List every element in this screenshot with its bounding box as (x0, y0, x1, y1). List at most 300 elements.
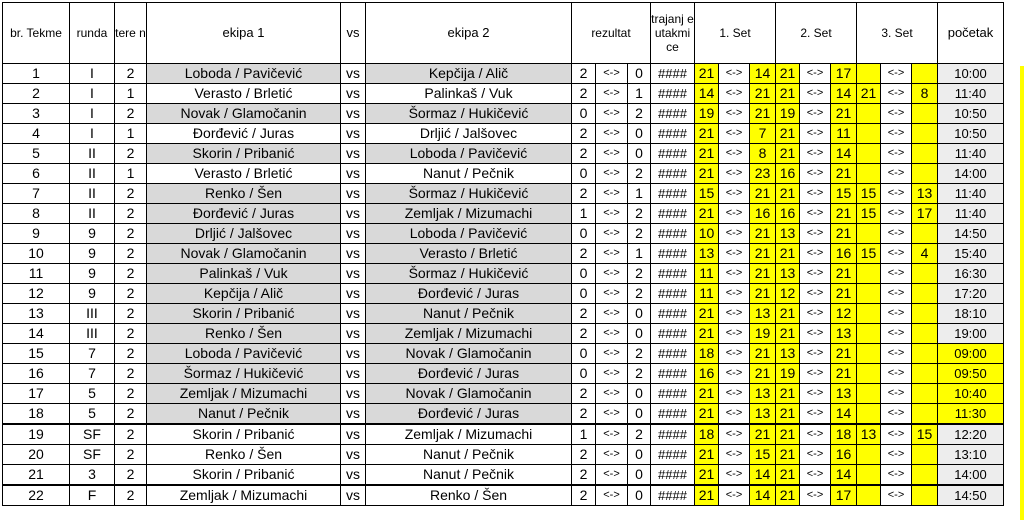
cell-set2-home[interactable]: 21 (776, 445, 800, 465)
cell-ekipa-1[interactable]: Novak / Glamočanin (147, 104, 341, 124)
cell-result-arrow[interactable]: <-> (596, 144, 628, 164)
cell-set2-arrow[interactable]: <-> (800, 164, 831, 184)
cell-result-away[interactable]: 1 (628, 244, 651, 264)
cell-set1-arrow[interactable]: <-> (719, 384, 750, 404)
cell-set1-away[interactable]: 23 (750, 164, 776, 184)
cell-set2-away[interactable]: 21 (831, 204, 857, 224)
cell-result-home[interactable]: 2 (572, 184, 596, 204)
cell-set2-home[interactable]: 13 (776, 264, 800, 284)
cell-set2-home[interactable]: 12 (776, 284, 800, 304)
cell-result-arrow[interactable]: <-> (596, 184, 628, 204)
header-trajanje[interactable]: trajanj e utakmi ce (651, 3, 695, 64)
cell-ekipa-2[interactable]: Zemljak / Mizumachi (366, 424, 572, 445)
cell-runda[interactable]: II (70, 204, 115, 224)
cell-result-arrow[interactable]: <-> (596, 485, 628, 506)
cell-set1-away[interactable]: 19 (750, 324, 776, 344)
cell-set2-home[interactable]: 16 (776, 204, 800, 224)
cell-set3-home[interactable] (857, 404, 881, 425)
cell-duration[interactable]: #### (651, 404, 695, 425)
cell-result-away[interactable]: 1 (628, 184, 651, 204)
cell-vs[interactable]: vs (341, 64, 366, 84)
cell-set3-away[interactable] (912, 485, 938, 506)
cell-set2-home[interactable]: 21 (776, 84, 800, 104)
cell-teren[interactable]: 2 (115, 184, 147, 204)
cell-teren[interactable]: 1 (115, 124, 147, 144)
cell-set2-arrow[interactable]: <-> (800, 64, 831, 84)
cell-br[interactable]: 16 (3, 364, 70, 384)
cell-set2-arrow[interactable]: <-> (800, 324, 831, 344)
cell-set2-away[interactable]: 21 (831, 264, 857, 284)
cell-runda[interactable]: I (70, 104, 115, 124)
cell-result-arrow[interactable]: <-> (596, 344, 628, 364)
header-runda[interactable]: runda (70, 3, 115, 64)
cell-br[interactable]: 5 (3, 144, 70, 164)
cell-set3-away[interactable] (912, 304, 938, 324)
cell-result-home[interactable]: 0 (572, 284, 596, 304)
cell-result-away[interactable]: 2 (628, 364, 651, 384)
cell-set1-arrow[interactable]: <-> (719, 144, 750, 164)
cell-set1-home[interactable]: 21 (695, 324, 719, 344)
cell-br[interactable]: 10 (3, 244, 70, 264)
cell-result-away[interactable]: 2 (628, 164, 651, 184)
cell-set2-arrow[interactable]: <-> (800, 284, 831, 304)
cell-runda[interactable]: SF (70, 424, 115, 445)
cell-set3-arrow[interactable]: <-> (881, 384, 912, 404)
cell-set1-away[interactable]: 21 (750, 244, 776, 264)
cell-pocetak[interactable]: 10:50 (938, 104, 1004, 124)
cell-set3-arrow[interactable]: <-> (881, 304, 912, 324)
cell-vs[interactable]: vs (341, 284, 366, 304)
cell-set1-away[interactable]: 13 (750, 384, 776, 404)
cell-runda[interactable]: II (70, 184, 115, 204)
cell-set2-arrow[interactable]: <-> (800, 144, 831, 164)
cell-set1-arrow[interactable]: <-> (719, 485, 750, 506)
cell-ekipa-2[interactable]: Šormaz / Hukičević (366, 184, 572, 204)
cell-result-arrow[interactable]: <-> (596, 324, 628, 344)
cell-ekipa-2[interactable]: Nanut / Pečnik (366, 445, 572, 465)
cell-set1-away[interactable]: 21 (750, 364, 776, 384)
cell-set1-home[interactable]: 21 (695, 404, 719, 425)
cell-teren[interactable]: 2 (115, 64, 147, 84)
cell-set3-home[interactable] (857, 485, 881, 506)
cell-br[interactable]: 17 (3, 384, 70, 404)
cell-set2-away[interactable]: 12 (831, 304, 857, 324)
cell-set1-arrow[interactable]: <-> (719, 465, 750, 486)
header-teren[interactable]: tere n (115, 3, 147, 64)
cell-result-home[interactable]: 0 (572, 364, 596, 384)
cell-br[interactable]: 1 (3, 64, 70, 84)
cell-result-home[interactable]: 2 (572, 64, 596, 84)
cell-set2-home[interactable]: 21 (776, 485, 800, 506)
cell-ekipa-1[interactable]: Zemljak / Mizumachi (147, 384, 341, 404)
cell-result-arrow[interactable]: <-> (596, 124, 628, 144)
cell-set1-arrow[interactable]: <-> (719, 124, 750, 144)
cell-duration[interactable]: #### (651, 164, 695, 184)
cell-set3-arrow[interactable]: <-> (881, 164, 912, 184)
cell-set2-arrow[interactable]: <-> (800, 445, 831, 465)
cell-teren[interactable]: 1 (115, 84, 147, 104)
cell-set3-arrow[interactable]: <-> (881, 224, 912, 244)
cell-set2-away[interactable]: 21 (831, 364, 857, 384)
cell-pocetak[interactable]: 11:40 (938, 184, 1004, 204)
cell-ekipa-1[interactable]: Novak / Glamočanin (147, 244, 341, 264)
cell-set3-away[interactable] (912, 264, 938, 284)
cell-set1-home[interactable]: 21 (695, 304, 719, 324)
cell-br[interactable]: 6 (3, 164, 70, 184)
cell-duration[interactable]: #### (651, 485, 695, 506)
cell-result-away[interactable]: 0 (628, 445, 651, 465)
cell-duration[interactable]: #### (651, 184, 695, 204)
cell-result-arrow[interactable]: <-> (596, 364, 628, 384)
cell-set3-arrow[interactable]: <-> (881, 84, 912, 104)
cell-ekipa-2[interactable]: Loboda / Pavičević (366, 224, 572, 244)
cell-set1-arrow[interactable]: <-> (719, 184, 750, 204)
cell-set3-home[interactable] (857, 304, 881, 324)
cell-result-away[interactable]: 2 (628, 224, 651, 244)
cell-vs[interactable]: vs (341, 384, 366, 404)
cell-ekipa-1[interactable]: Drljić / Jalšovec (147, 224, 341, 244)
cell-teren[interactable]: 2 (115, 424, 147, 445)
cell-teren[interactable]: 2 (115, 224, 147, 244)
cell-duration[interactable]: #### (651, 324, 695, 344)
cell-set3-home[interactable] (857, 104, 881, 124)
cell-ekipa-1[interactable]: Šormaz / Hukičević (147, 364, 341, 384)
cell-pocetak[interactable]: 16:30 (938, 264, 1004, 284)
cell-set1-home[interactable]: 18 (695, 424, 719, 445)
cell-set3-arrow[interactable]: <-> (881, 445, 912, 465)
cell-set3-away[interactable] (912, 224, 938, 244)
cell-ekipa-2[interactable]: Kepčija / Alič (366, 64, 572, 84)
cell-set3-home[interactable]: 13 (857, 424, 881, 445)
cell-set2-home[interactable]: 13 (776, 224, 800, 244)
cell-ekipa-1[interactable]: Loboda / Pavičević (147, 344, 341, 364)
cell-set1-away[interactable]: 14 (750, 64, 776, 84)
cell-set2-away[interactable]: 14 (831, 465, 857, 486)
cell-set3-arrow[interactable]: <-> (881, 344, 912, 364)
cell-ekipa-1[interactable]: Zemljak / Mizumachi (147, 485, 341, 506)
cell-set3-away[interactable] (912, 164, 938, 184)
cell-vs[interactable]: vs (341, 104, 366, 124)
cell-set1-home[interactable]: 14 (695, 84, 719, 104)
cell-pocetak[interactable]: 13:10 (938, 445, 1004, 465)
cell-br[interactable]: 8 (3, 204, 70, 224)
cell-result-arrow[interactable]: <-> (596, 384, 628, 404)
cell-teren[interactable]: 2 (115, 384, 147, 404)
cell-set3-away[interactable]: 8 (912, 84, 938, 104)
cell-pocetak[interactable]: 11:30 (938, 404, 1004, 425)
cell-set3-arrow[interactable]: <-> (881, 144, 912, 164)
cell-ekipa-2[interactable]: Đorđević / Juras (366, 284, 572, 304)
cell-result-home[interactable]: 1 (572, 424, 596, 445)
cell-ekipa-1[interactable]: Verasto / Brletić (147, 84, 341, 104)
cell-runda[interactable]: 5 (70, 384, 115, 404)
cell-duration[interactable]: #### (651, 384, 695, 404)
cell-set2-away[interactable]: 17 (831, 485, 857, 506)
cell-result-home[interactable]: 2 (572, 324, 596, 344)
cell-pocetak[interactable]: 10:00 (938, 64, 1004, 84)
header-pocetak[interactable]: početak (938, 3, 1004, 64)
cell-set1-away[interactable]: 21 (750, 84, 776, 104)
cell-result-away[interactable]: 2 (628, 204, 651, 224)
cell-result-away[interactable]: 0 (628, 64, 651, 84)
cell-result-home[interactable]: 0 (572, 264, 596, 284)
cell-set1-arrow[interactable]: <-> (719, 284, 750, 304)
cell-set2-home[interactable]: 21 (776, 424, 800, 445)
cell-result-home[interactable]: 2 (572, 465, 596, 486)
cell-duration[interactable]: #### (651, 144, 695, 164)
header-set-1[interactable]: 1. Set (695, 3, 776, 64)
cell-teren[interactable]: 2 (115, 264, 147, 284)
cell-set3-arrow[interactable]: <-> (881, 244, 912, 264)
cell-set3-home[interactable]: 21 (857, 84, 881, 104)
cell-set3-home[interactable] (857, 445, 881, 465)
cell-set2-home[interactable]: 21 (776, 124, 800, 144)
cell-runda[interactable]: II (70, 164, 115, 184)
cell-set3-away[interactable] (912, 284, 938, 304)
cell-ekipa-2[interactable]: Šormaz / Hukičević (366, 104, 572, 124)
header-rezultat[interactable]: rezultat (572, 3, 651, 64)
cell-set1-home[interactable]: 16 (695, 364, 719, 384)
cell-vs[interactable]: vs (341, 224, 366, 244)
cell-result-arrow[interactable]: <-> (596, 264, 628, 284)
cell-result-arrow[interactable]: <-> (596, 164, 628, 184)
cell-runda[interactable]: III (70, 304, 115, 324)
cell-result-home[interactable]: 2 (572, 404, 596, 425)
cell-set3-arrow[interactable]: <-> (881, 424, 912, 445)
cell-duration[interactable]: #### (651, 264, 695, 284)
cell-set2-arrow[interactable]: <-> (800, 184, 831, 204)
cell-set3-away[interactable]: 17 (912, 204, 938, 224)
cell-set2-arrow[interactable]: <-> (800, 124, 831, 144)
cell-ekipa-1[interactable]: Renko / Šen (147, 324, 341, 344)
cell-ekipa-1[interactable]: Skorin / Pribanić (147, 304, 341, 324)
cell-pocetak[interactable]: 14:50 (938, 485, 1004, 506)
cell-result-home[interactable]: 0 (572, 224, 596, 244)
cell-set1-away[interactable]: 15 (750, 445, 776, 465)
cell-set2-away[interactable]: 21 (831, 104, 857, 124)
cell-set3-away[interactable] (912, 144, 938, 164)
cell-ekipa-2[interactable]: Palinkaš / Vuk (366, 84, 572, 104)
cell-ekipa-2[interactable]: Nanut / Pečnik (366, 164, 572, 184)
cell-set3-home[interactable]: 15 (857, 204, 881, 224)
cell-pocetak[interactable]: 10:40 (938, 384, 1004, 404)
cell-result-arrow[interactable]: <-> (596, 284, 628, 304)
cell-result-away[interactable]: 0 (628, 144, 651, 164)
cell-duration[interactable]: #### (651, 304, 695, 324)
cell-br[interactable]: 15 (3, 344, 70, 364)
cell-set2-arrow[interactable]: <-> (800, 304, 831, 324)
cell-set2-home[interactable]: 13 (776, 344, 800, 364)
cell-duration[interactable]: #### (651, 104, 695, 124)
cell-set2-away[interactable]: 14 (831, 144, 857, 164)
cell-ekipa-1[interactable]: Palinkaš / Vuk (147, 264, 341, 284)
cell-set1-home[interactable]: 21 (695, 445, 719, 465)
cell-teren[interactable]: 2 (115, 445, 147, 465)
cell-result-away[interactable]: 0 (628, 124, 651, 144)
cell-result-away[interactable]: 0 (628, 465, 651, 486)
cell-set1-home[interactable]: 13 (695, 244, 719, 264)
cell-set2-arrow[interactable]: <-> (800, 384, 831, 404)
cell-ekipa-2[interactable]: Verasto / Brletić (366, 244, 572, 264)
cell-ekipa-1[interactable]: Đorđević / Juras (147, 124, 341, 144)
cell-set2-away[interactable]: 16 (831, 445, 857, 465)
cell-result-arrow[interactable]: <-> (596, 244, 628, 264)
cell-runda[interactable]: 9 (70, 224, 115, 244)
cell-runda[interactable]: I (70, 84, 115, 104)
cell-set1-home[interactable]: 21 (695, 124, 719, 144)
cell-set3-away[interactable] (912, 344, 938, 364)
cell-teren[interactable]: 2 (115, 244, 147, 264)
cell-set2-home[interactable]: 21 (776, 244, 800, 264)
cell-result-arrow[interactable]: <-> (596, 404, 628, 425)
cell-result-arrow[interactable]: <-> (596, 84, 628, 104)
cell-vs[interactable]: vs (341, 84, 366, 104)
cell-ekipa-1[interactable]: Renko / Šen (147, 445, 341, 465)
cell-pocetak[interactable]: 18:10 (938, 304, 1004, 324)
cell-br[interactable]: 2 (3, 84, 70, 104)
cell-set3-away[interactable] (912, 404, 938, 425)
cell-runda[interactable]: 3 (70, 465, 115, 486)
cell-set2-arrow[interactable]: <-> (800, 404, 831, 425)
cell-runda[interactable]: II (70, 144, 115, 164)
cell-br[interactable]: 11 (3, 264, 70, 284)
cell-pocetak[interactable]: 19:00 (938, 324, 1004, 344)
cell-set1-away[interactable]: 16 (750, 204, 776, 224)
cell-br[interactable]: 9 (3, 224, 70, 244)
cell-vs[interactable]: vs (341, 324, 366, 344)
cell-set3-arrow[interactable]: <-> (881, 465, 912, 486)
cell-set1-arrow[interactable]: <-> (719, 364, 750, 384)
cell-runda[interactable]: 7 (70, 344, 115, 364)
cell-set3-arrow[interactable]: <-> (881, 104, 912, 124)
cell-set1-arrow[interactable]: <-> (719, 84, 750, 104)
cell-teren[interactable]: 2 (115, 485, 147, 506)
cell-br[interactable]: 22 (3, 485, 70, 506)
cell-teren[interactable]: 2 (115, 104, 147, 124)
cell-set3-arrow[interactable]: <-> (881, 124, 912, 144)
cell-result-arrow[interactable]: <-> (596, 224, 628, 244)
cell-teren[interactable]: 2 (115, 344, 147, 364)
cell-set1-arrow[interactable]: <-> (719, 204, 750, 224)
cell-pocetak[interactable]: 11:40 (938, 84, 1004, 104)
cell-result-away[interactable]: 2 (628, 284, 651, 304)
cell-duration[interactable]: #### (651, 64, 695, 84)
cell-result-away[interactable]: 0 (628, 485, 651, 506)
cell-result-away[interactable]: 2 (628, 344, 651, 364)
cell-set2-arrow[interactable]: <-> (800, 84, 831, 104)
cell-ekipa-2[interactable]: Nanut / Pečnik (366, 465, 572, 486)
cell-result-away[interactable]: 2 (628, 104, 651, 124)
cell-result-arrow[interactable]: <-> (596, 64, 628, 84)
cell-result-home[interactable]: 2 (572, 304, 596, 324)
cell-ekipa-2[interactable]: Drljić / Jalšovec (366, 124, 572, 144)
cell-vs[interactable]: vs (341, 184, 366, 204)
cell-set1-home[interactable]: 21 (695, 485, 719, 506)
cell-set1-home[interactable]: 19 (695, 104, 719, 124)
cell-pocetak[interactable]: 15:40 (938, 244, 1004, 264)
cell-pocetak[interactable]: 14:00 (938, 465, 1004, 486)
cell-result-home[interactable]: 2 (572, 144, 596, 164)
cell-set2-home[interactable]: 21 (776, 404, 800, 425)
cell-set3-home[interactable] (857, 465, 881, 486)
cell-result-arrow[interactable]: <-> (596, 424, 628, 445)
cell-result-away[interactable]: 0 (628, 304, 651, 324)
cell-set3-arrow[interactable]: <-> (881, 204, 912, 224)
cell-runda[interactable]: I (70, 64, 115, 84)
cell-vs[interactable]: vs (341, 144, 366, 164)
cell-duration[interactable]: #### (651, 204, 695, 224)
cell-br[interactable]: 4 (3, 124, 70, 144)
header-set-3[interactable]: 3. Set (857, 3, 938, 64)
cell-set3-home[interactable] (857, 164, 881, 184)
cell-result-home[interactable]: 2 (572, 244, 596, 264)
cell-teren[interactable]: 2 (115, 324, 147, 344)
cell-pocetak[interactable]: 11:40 (938, 204, 1004, 224)
cell-set1-home[interactable]: 18 (695, 344, 719, 364)
cell-set3-away[interactable]: 13 (912, 184, 938, 204)
cell-ekipa-1[interactable]: Skorin / Pribanić (147, 424, 341, 445)
cell-pocetak[interactable]: 14:50 (938, 224, 1004, 244)
cell-set2-arrow[interactable]: <-> (800, 244, 831, 264)
cell-vs[interactable]: vs (341, 404, 366, 425)
cell-set3-away[interactable]: 4 (912, 244, 938, 264)
cell-result-away[interactable]: 0 (628, 384, 651, 404)
cell-set1-arrow[interactable]: <-> (719, 64, 750, 84)
cell-ekipa-2[interactable]: Loboda / Pavičević (366, 144, 572, 164)
cell-set1-arrow[interactable]: <-> (719, 324, 750, 344)
cell-pocetak[interactable]: 09:00 (938, 344, 1004, 364)
cell-teren[interactable]: 2 (115, 144, 147, 164)
cell-ekipa-1[interactable]: Renko / Šen (147, 184, 341, 204)
cell-set1-away[interactable]: 8 (750, 144, 776, 164)
cell-set2-arrow[interactable]: <-> (800, 485, 831, 506)
cell-set3-arrow[interactable]: <-> (881, 404, 912, 425)
cell-set2-home[interactable]: 19 (776, 104, 800, 124)
cell-vs[interactable]: vs (341, 264, 366, 284)
cell-set3-arrow[interactable]: <-> (881, 324, 912, 344)
cell-duration[interactable]: #### (651, 344, 695, 364)
cell-result-arrow[interactable]: <-> (596, 445, 628, 465)
cell-pocetak[interactable]: 14:00 (938, 164, 1004, 184)
cell-ekipa-2[interactable]: Novak / Glamočanin (366, 344, 572, 364)
cell-runda[interactable]: I (70, 124, 115, 144)
cell-set2-arrow[interactable]: <-> (800, 204, 831, 224)
cell-set3-arrow[interactable]: <-> (881, 64, 912, 84)
cell-ekipa-1[interactable]: Nanut / Pečnik (147, 404, 341, 425)
cell-set2-away[interactable]: 16 (831, 244, 857, 264)
cell-set2-home[interactable]: 19 (776, 364, 800, 384)
cell-duration[interactable]: #### (651, 84, 695, 104)
cell-pocetak[interactable]: 09:50 (938, 364, 1004, 384)
cell-br[interactable]: 20 (3, 445, 70, 465)
cell-ekipa-1[interactable]: Loboda / Pavičević (147, 64, 341, 84)
cell-set3-away[interactable] (912, 465, 938, 486)
cell-vs[interactable]: vs (341, 364, 366, 384)
cell-br[interactable]: 18 (3, 404, 70, 425)
cell-set1-arrow[interactable]: <-> (719, 404, 750, 425)
cell-set2-away[interactable]: 13 (831, 324, 857, 344)
cell-vs[interactable]: vs (341, 344, 366, 364)
cell-set1-home[interactable]: 21 (695, 384, 719, 404)
cell-set2-home[interactable]: 21 (776, 465, 800, 486)
cell-set3-arrow[interactable]: <-> (881, 364, 912, 384)
cell-set1-away[interactable]: 14 (750, 485, 776, 506)
cell-set1-arrow[interactable]: <-> (719, 104, 750, 124)
cell-duration[interactable]: #### (651, 284, 695, 304)
cell-teren[interactable]: 2 (115, 304, 147, 324)
cell-set1-away[interactable]: 21 (750, 104, 776, 124)
cell-set2-away[interactable]: 13 (831, 384, 857, 404)
